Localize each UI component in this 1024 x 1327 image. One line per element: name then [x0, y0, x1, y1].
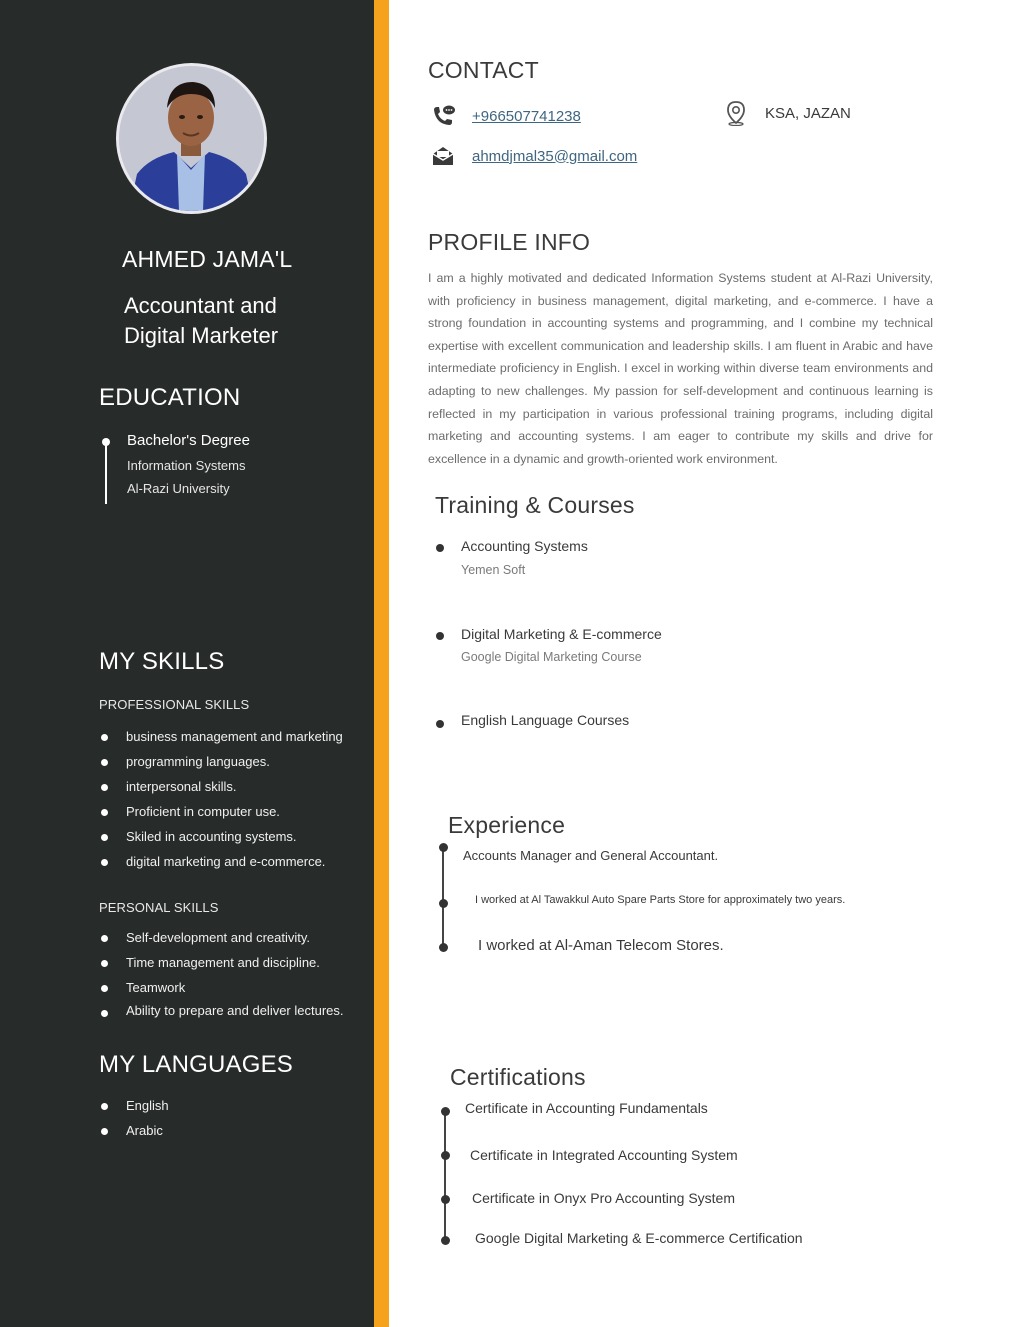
personal-skills-list: [99, 928, 344, 1025]
education-heading: EDUCATION: [99, 384, 241, 411]
job-title-line-2: Digital Marketer: [124, 323, 279, 348]
language-label: English: [126, 1098, 169, 1113]
bullet-icon: [101, 734, 108, 741]
professional-skills-heading: PROFESSIONAL SKILLS: [99, 697, 250, 712]
timeline-dot-icon: [441, 1107, 450, 1116]
certification-item: Certificate in Integrated Accounting System: [470, 1147, 738, 1163]
list-item: [99, 1121, 169, 1146]
list-item: [99, 827, 343, 852]
bullet-icon: [101, 935, 108, 942]
experience-heading: Experience: [448, 812, 566, 838]
course-title: Digital Marketing & E-commerce: [461, 626, 662, 642]
professional-skills-list: [99, 727, 343, 877]
education-timeline-line: [105, 444, 107, 504]
bullet-icon: [101, 960, 108, 967]
certifications-heading: Certifications: [450, 1064, 586, 1090]
bullet-icon: [101, 985, 108, 992]
bullet-icon: [101, 809, 108, 816]
person-name: AHMED JAMA'L: [122, 246, 293, 272]
contact-location: [723, 100, 851, 126]
list-item: [99, 928, 344, 953]
list-item: [99, 777, 343, 802]
bullet-icon: [101, 1128, 108, 1135]
accent-stripe: [374, 0, 389, 1327]
skill-label: Skiled in accounting systems.: [126, 829, 297, 844]
experience-item: I worked at Al-Aman Telecom Stores.: [478, 937, 724, 954]
languages-heading: MY LANGUAGES: [99, 1051, 294, 1078]
certification-item: Google Digital Marketing & E-commerce Certification: [475, 1230, 803, 1246]
education-field: Information Systems: [127, 458, 246, 473]
mail-icon: [430, 143, 456, 169]
language-label: Arabic: [126, 1123, 163, 1138]
certifications-timeline-line: [444, 1110, 446, 1242]
list-item: [99, 802, 343, 827]
timeline-dot-icon: [439, 943, 448, 952]
sidebar: [0, 0, 374, 1327]
profile-heading: PROFILE INFO: [428, 229, 591, 255]
bullet-icon: [101, 784, 108, 791]
skill-label: interpersonal skills.: [126, 779, 237, 794]
job-title: [124, 291, 354, 351]
education-degree: Bachelor's Degree: [127, 432, 250, 449]
experience-item: I worked at Al Tawakkul Auto Spare Parts Store for approximately two years.: [475, 894, 846, 906]
timeline-dot-icon: [441, 1236, 450, 1245]
skill-label: Time management and discipline.: [126, 955, 320, 970]
languages-list: [99, 1096, 169, 1146]
timeline-dot-icon: [441, 1151, 450, 1160]
contact-email: [430, 143, 637, 169]
skill-label: Self-development and creativity.: [126, 930, 311, 945]
profile-photo: [116, 63, 267, 214]
phone-link[interactable]: +966507741238: [472, 107, 581, 125]
bullet-icon: [436, 544, 444, 552]
phone-icon: [430, 103, 456, 129]
course-provider: Google Digital Marketing Course: [461, 650, 642, 664]
education-university: Al-Razi University: [127, 481, 230, 496]
course-title: Accounting Systems: [461, 538, 588, 554]
timeline-dot-icon: [439, 843, 448, 852]
bullet-icon: [436, 720, 444, 728]
list-item: [99, 727, 343, 752]
bullet-icon: [101, 1010, 108, 1017]
profile-text: I am a highly motivated and dedicated Information Systems student at Al-Razi University, with proficiency in business management, digital marketing, and e-commerce. I have a strong foundation in accounting systems and programming, and I combine my technical expertise with excellent communication and leadership skills. I am fluent in Arabic and have intermediate proficiency in English. I excel in working within diverse team environments and adapting to new challenges. My passion for self-development and continuous learning is reflected in my participation in various professional training programs, including digital marketing and accounting systems. I am eager to contribute my skills and drive for excellence in a dynamic and growth-oriented work environment.: [428, 271, 933, 466]
email-link[interactable]: ahmdjmal35@gmail.com: [472, 147, 638, 165]
list-item: [99, 752, 343, 777]
list-item: [99, 978, 344, 1003]
bullet-icon: [101, 859, 108, 866]
experience-timeline-line: [442, 846, 444, 948]
timeline-dot-icon: [439, 899, 448, 908]
location-pin-icon: [723, 100, 749, 126]
job-title-line-1: Accountant and: [124, 293, 277, 318]
certification-item: Certificate in Accounting Fundamentals: [465, 1100, 708, 1116]
list-item: [99, 953, 344, 978]
bullet-icon: [436, 632, 444, 640]
skill-label: Proficient in computer use.: [126, 804, 280, 819]
skill-label: programming languages.: [126, 754, 270, 769]
list-item: [99, 1096, 169, 1121]
timeline-dot-icon: [441, 1195, 450, 1204]
skills-heading: MY SKILLS: [99, 648, 225, 675]
course-title: English Language Courses: [461, 712, 630, 728]
education-bullet-icon: [102, 438, 110, 446]
skill-label: Ability to prepare and deliver lectures.: [126, 1003, 344, 1018]
contact-heading: CONTACT: [428, 57, 539, 83]
personal-skills-heading: PERSONAL SKILLS: [99, 900, 219, 915]
experience-item: Accounts Manager and General Accountant.: [463, 848, 719, 863]
bullet-icon: [101, 759, 108, 766]
skill-label: Teamwork: [126, 980, 186, 995]
location-text: KSA, JAZAN: [765, 104, 851, 122]
list-item: [99, 852, 343, 877]
list-item: [99, 1003, 344, 1025]
skill-label: business management and marketing: [126, 729, 343, 744]
bullet-icon: [101, 834, 108, 841]
bullet-icon: [101, 1103, 108, 1110]
course-provider: Yemen Soft: [461, 563, 526, 577]
certification-item: Certificate in Onyx Pro Accounting System: [472, 1190, 735, 1206]
training-heading: Training & Courses: [435, 492, 635, 518]
contact-phone: [430, 103, 581, 129]
person-photo-icon: [119, 66, 264, 211]
skill-label: digital marketing and e-commerce.: [126, 854, 326, 869]
